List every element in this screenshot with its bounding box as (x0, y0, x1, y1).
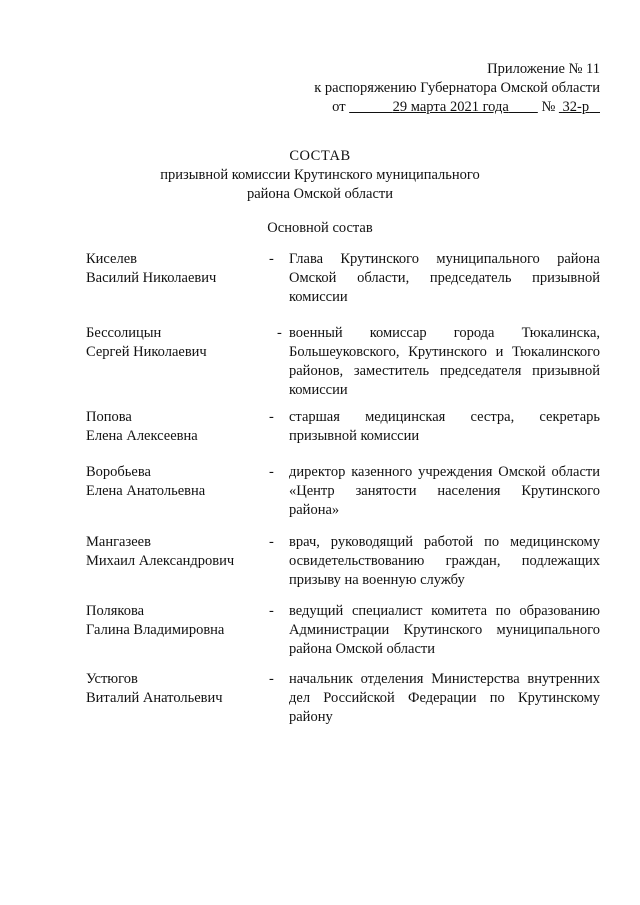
dash-separator: - (269, 409, 274, 425)
dash-separator: - (269, 251, 274, 267)
member-role: старшая медицинская сестра, секретарь призывной комиссии (289, 409, 600, 444)
member-surname: Попова (86, 409, 132, 425)
member-name (86, 533, 261, 571)
number-label: № (541, 99, 556, 115)
member-name (86, 463, 261, 501)
member-given-names: Елена Алексеевна (86, 428, 198, 444)
member-surname: Киселев (86, 251, 137, 267)
member-surname: Мангазеев (86, 534, 151, 550)
member-given-names: Василий Николаевич (86, 270, 217, 286)
appendix-reference: к распоряжению Губернатора Омской области (314, 80, 600, 96)
member-role: Глава Крутинского муниципального района Омской области, председатель призывной комиссии (289, 251, 600, 305)
member-name (86, 670, 261, 708)
member-name (86, 408, 261, 446)
member-given-names: Виталий Анатольевич (86, 690, 223, 706)
member-name (86, 324, 261, 362)
dash-separator: - (277, 325, 282, 341)
dash-separator: - (269, 603, 274, 619)
document-title (0, 147, 640, 204)
decree-number: 32-р (562, 99, 590, 115)
member-given-names: Галина Владимировна (86, 622, 225, 638)
member-given-names: Михаил Александрович (86, 553, 235, 569)
member-given-names: Елена Анатольевна (86, 483, 206, 499)
from-label: от (332, 99, 346, 115)
title-line-3: района Омской области (246, 186, 393, 202)
member-name (86, 602, 261, 640)
appendix-header (314, 60, 600, 117)
member-given-names: Сергей Николаевич (86, 344, 207, 360)
title-line-2: призывной комиссии Крутинского муниципального (160, 167, 480, 183)
appendix-number: Приложение № 11 (487, 61, 600, 77)
member-name (86, 250, 261, 288)
dash-separator: - (269, 671, 274, 687)
dash-separator: - (269, 464, 274, 480)
member-surname: Полякова (86, 603, 145, 619)
dash-separator: - (269, 534, 274, 550)
member-role: врач, руководящий работой по медицинскому освидетельствованию граждан, подлежащих призыву на военную службу (289, 534, 600, 588)
member-surname: Бессолицын (86, 325, 162, 341)
member-role: ведущий специалист комитета по образованию Администрации Крутинского муниципального района Омской области (289, 603, 600, 657)
title-line-1: СОСТАВ (289, 148, 351, 164)
member-role: директор казенного учреждения Омской области «Центр занятости населения Крутинского района» (289, 464, 600, 518)
decree-date: 29 марта 2021 года (392, 99, 509, 115)
member-role: военный комиссар города Тюкалинска, Большеуковского, Крутинского и Тюкалинского районов, заместитель председателя призывной комиссии (289, 325, 600, 398)
member-surname: Воробьева (86, 464, 151, 480)
section-heading: Основной состав (267, 220, 373, 236)
appendix-date-line (314, 98, 600, 117)
member-role: начальник отделения Министерства внутренних дел Российской Федерации по Крутинскому району (289, 671, 600, 725)
member-surname: Устюгов (86, 671, 138, 687)
